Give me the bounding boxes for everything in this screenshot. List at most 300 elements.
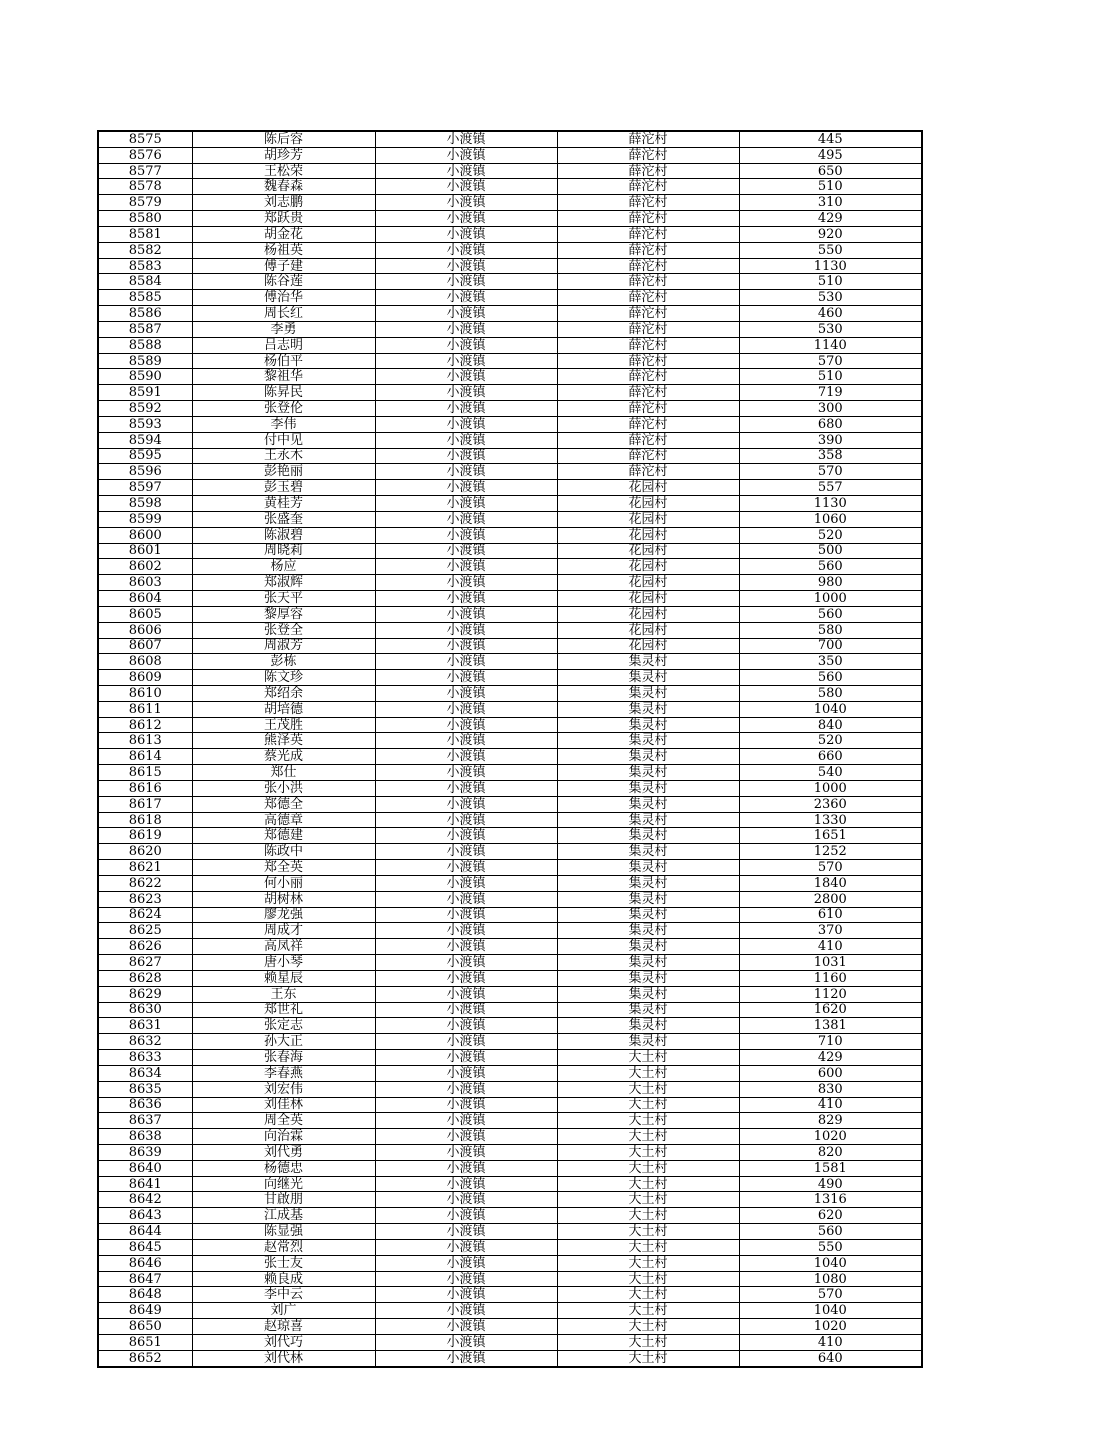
town-cell: 小渡镇 (375, 369, 557, 385)
village-cell: 集灵村 (557, 749, 739, 765)
town-cell: 小渡镇 (375, 1176, 557, 1192)
village-cell: 大土村 (557, 1145, 739, 1161)
table-row (98, 1160, 922, 1176)
amount-cell: 1060 (739, 511, 922, 527)
village-cell: 大土村 (557, 1287, 739, 1303)
village-cell: 薛沱村 (557, 290, 739, 306)
table-row (98, 780, 922, 796)
town-cell: 小渡镇 (375, 986, 557, 1002)
town-cell: 小渡镇 (375, 274, 557, 290)
village-cell: 薛沱村 (557, 353, 739, 369)
records-table (97, 130, 923, 1368)
amount-cell: 500 (739, 543, 922, 559)
amount-cell: 620 (739, 1208, 922, 1224)
table-row (98, 685, 922, 701)
name-cell: 刘宏伟 (192, 1081, 375, 1097)
row-number-cell: 8630 (98, 1002, 192, 1018)
name-cell: 陈政中 (192, 844, 375, 860)
row-number-cell: 8604 (98, 591, 192, 607)
village-cell: 大土村 (557, 1208, 739, 1224)
amount-cell: 560 (739, 670, 922, 686)
village-cell: 大土村 (557, 1065, 739, 1081)
row-number-cell: 8607 (98, 638, 192, 654)
town-cell: 小渡镇 (375, 401, 557, 417)
row-number-cell: 8622 (98, 875, 192, 891)
name-cell: 蔡光成 (192, 749, 375, 765)
town-cell: 小渡镇 (375, 432, 557, 448)
name-cell: 张登伦 (192, 401, 375, 417)
table-row (98, 1239, 922, 1255)
town-cell: 小渡镇 (375, 1224, 557, 1240)
table-row (98, 131, 922, 147)
amount-cell: 1651 (739, 828, 922, 844)
table-row (98, 733, 922, 749)
name-cell: 刘代巧 (192, 1334, 375, 1350)
row-number-cell: 8616 (98, 780, 192, 796)
amount-cell: 660 (739, 749, 922, 765)
row-number-cell: 8617 (98, 796, 192, 812)
town-cell: 小渡镇 (375, 480, 557, 496)
village-cell: 花园村 (557, 480, 739, 496)
row-number-cell: 8646 (98, 1255, 192, 1271)
village-cell: 薛沱村 (557, 258, 739, 274)
amount-cell: 560 (739, 606, 922, 622)
name-cell: 张天平 (192, 591, 375, 607)
amount-cell: 350 (739, 654, 922, 670)
table-row (98, 1287, 922, 1303)
table-row (98, 638, 922, 654)
amount-cell: 510 (739, 369, 922, 385)
name-cell: 胡培德 (192, 701, 375, 717)
amount-cell: 640 (739, 1350, 922, 1366)
amount-cell: 830 (739, 1081, 922, 1097)
village-cell: 集灵村 (557, 717, 739, 733)
name-cell: 刘志鹏 (192, 195, 375, 211)
row-number-cell: 8603 (98, 575, 192, 591)
table-row (98, 939, 922, 955)
town-cell: 小渡镇 (375, 685, 557, 701)
name-cell: 李春燕 (192, 1065, 375, 1081)
town-cell: 小渡镇 (375, 1034, 557, 1050)
village-cell: 集灵村 (557, 907, 739, 923)
name-cell: 周淑芳 (192, 638, 375, 654)
row-number-cell: 8597 (98, 480, 192, 496)
amount-cell: 1130 (739, 258, 922, 274)
row-number-cell: 8632 (98, 1034, 192, 1050)
name-cell: 魏春森 (192, 179, 375, 195)
village-cell: 薛沱村 (557, 179, 739, 195)
row-number-cell: 8598 (98, 496, 192, 512)
village-cell: 薛沱村 (557, 242, 739, 258)
town-cell: 小渡镇 (375, 416, 557, 432)
row-number-cell: 8605 (98, 606, 192, 622)
town-cell: 小渡镇 (375, 654, 557, 670)
table-row (98, 1145, 922, 1161)
amount-cell: 600 (739, 1065, 922, 1081)
table-row (98, 844, 922, 860)
name-cell: 胡树林 (192, 891, 375, 907)
name-cell: 王茂胜 (192, 717, 375, 733)
row-number-cell: 8644 (98, 1224, 192, 1240)
town-cell: 小渡镇 (375, 1208, 557, 1224)
amount-cell: 510 (739, 274, 922, 290)
amount-cell: 560 (739, 1224, 922, 1240)
name-cell: 何小丽 (192, 875, 375, 891)
village-cell: 大土村 (557, 1350, 739, 1366)
row-number-cell: 8643 (98, 1208, 192, 1224)
amount-cell: 358 (739, 448, 922, 464)
name-cell: 杨伯平 (192, 353, 375, 369)
row-number-cell: 8615 (98, 765, 192, 781)
amount-cell: 1330 (739, 812, 922, 828)
table-row (98, 575, 922, 591)
row-number-cell: 8638 (98, 1129, 192, 1145)
table-row (98, 1050, 922, 1066)
village-cell: 集灵村 (557, 670, 739, 686)
amount-cell: 540 (739, 765, 922, 781)
row-number-cell: 8636 (98, 1097, 192, 1113)
town-cell: 小渡镇 (375, 353, 557, 369)
name-cell: 李中云 (192, 1287, 375, 1303)
name-cell: 胡珍芳 (192, 147, 375, 163)
town-cell: 小渡镇 (375, 828, 557, 844)
amount-cell: 520 (739, 733, 922, 749)
table-row (98, 163, 922, 179)
name-cell: 傅子建 (192, 258, 375, 274)
village-cell: 薛沱村 (557, 306, 739, 322)
village-cell: 花园村 (557, 575, 739, 591)
name-cell: 王东 (192, 986, 375, 1002)
amount-cell: 829 (739, 1113, 922, 1129)
row-number-cell: 8577 (98, 163, 192, 179)
amount-cell: 550 (739, 242, 922, 258)
village-cell: 大土村 (557, 1176, 739, 1192)
town-cell: 小渡镇 (375, 622, 557, 638)
row-number-cell: 8589 (98, 353, 192, 369)
amount-cell: 650 (739, 163, 922, 179)
town-cell: 小渡镇 (375, 195, 557, 211)
table-row (98, 543, 922, 559)
amount-cell: 370 (739, 923, 922, 939)
amount-cell: 680 (739, 416, 922, 432)
amount-cell: 710 (739, 1034, 922, 1050)
table-row (98, 258, 922, 274)
town-cell: 小渡镇 (375, 875, 557, 891)
table-row (98, 448, 922, 464)
row-number-cell: 8582 (98, 242, 192, 258)
town-cell: 小渡镇 (375, 1002, 557, 1018)
amount-cell: 1040 (739, 701, 922, 717)
town-cell: 小渡镇 (375, 1160, 557, 1176)
table-row (98, 1176, 922, 1192)
amount-cell: 980 (739, 575, 922, 591)
town-cell: 小渡镇 (375, 211, 557, 227)
amount-cell: 1000 (739, 591, 922, 607)
table-row (98, 1350, 922, 1366)
town-cell: 小渡镇 (375, 464, 557, 480)
name-cell: 李勇 (192, 321, 375, 337)
village-cell: 大土村 (557, 1129, 739, 1145)
row-number-cell: 8647 (98, 1271, 192, 1287)
name-cell: 周长红 (192, 306, 375, 322)
name-cell: 付中见 (192, 432, 375, 448)
amount-cell: 310 (739, 195, 922, 211)
village-cell: 薛沱村 (557, 163, 739, 179)
town-cell: 小渡镇 (375, 1303, 557, 1319)
row-number-cell: 8635 (98, 1081, 192, 1097)
name-cell: 郑跃贵 (192, 211, 375, 227)
amount-cell: 1120 (739, 986, 922, 1002)
table-row (98, 274, 922, 290)
town-cell: 小渡镇 (375, 226, 557, 242)
name-cell: 彭玉碧 (192, 480, 375, 496)
name-cell: 孙大正 (192, 1034, 375, 1050)
town-cell: 小渡镇 (375, 448, 557, 464)
name-cell: 赵常烈 (192, 1239, 375, 1255)
town-cell: 小渡镇 (375, 1018, 557, 1034)
amount-cell: 560 (739, 559, 922, 575)
amount-cell: 570 (739, 1287, 922, 1303)
village-cell: 集灵村 (557, 812, 739, 828)
name-cell: 周晓莉 (192, 543, 375, 559)
amount-cell: 1840 (739, 875, 922, 891)
village-cell: 集灵村 (557, 1018, 739, 1034)
row-number-cell: 8578 (98, 179, 192, 195)
village-cell: 集灵村 (557, 796, 739, 812)
amount-cell: 1020 (739, 1319, 922, 1335)
town-cell: 小渡镇 (375, 575, 557, 591)
name-cell: 王松荣 (192, 163, 375, 179)
name-cell: 郑淑辉 (192, 575, 375, 591)
amount-cell: 1040 (739, 1255, 922, 1271)
village-cell: 薛沱村 (557, 226, 739, 242)
name-cell: 郑全英 (192, 860, 375, 876)
name-cell: 陈淑碧 (192, 527, 375, 543)
table-row (98, 147, 922, 163)
row-number-cell: 8640 (98, 1160, 192, 1176)
table-row (98, 812, 922, 828)
amount-cell: 719 (739, 385, 922, 401)
town-cell: 小渡镇 (375, 1113, 557, 1129)
village-cell: 薛沱村 (557, 337, 739, 353)
amount-cell: 1140 (739, 337, 922, 353)
table-row (98, 891, 922, 907)
row-number-cell: 8619 (98, 828, 192, 844)
table-row (98, 606, 922, 622)
village-cell: 薛沱村 (557, 385, 739, 401)
village-cell: 薛沱村 (557, 211, 739, 227)
table-row (98, 306, 922, 322)
name-cell: 周全英 (192, 1113, 375, 1129)
name-cell: 陈谷莲 (192, 274, 375, 290)
town-cell: 小渡镇 (375, 717, 557, 733)
table-row (98, 195, 922, 211)
table-row (98, 369, 922, 385)
table-row (98, 970, 922, 986)
amount-cell: 580 (739, 685, 922, 701)
name-cell: 彭栋 (192, 654, 375, 670)
name-cell: 傅治华 (192, 290, 375, 306)
town-cell: 小渡镇 (375, 1319, 557, 1335)
table-row (98, 1034, 922, 1050)
table-row (98, 796, 922, 812)
village-cell: 大土村 (557, 1097, 739, 1113)
town-cell: 小渡镇 (375, 511, 557, 527)
row-number-cell: 8637 (98, 1113, 192, 1129)
village-cell: 花园村 (557, 638, 739, 654)
table-row (98, 955, 922, 971)
town-cell: 小渡镇 (375, 907, 557, 923)
town-cell: 小渡镇 (375, 780, 557, 796)
village-cell: 集灵村 (557, 970, 739, 986)
table-row (98, 385, 922, 401)
table-row (98, 401, 922, 417)
row-number-cell: 8623 (98, 891, 192, 907)
table-row (98, 622, 922, 638)
table-row (98, 717, 922, 733)
village-cell: 花园村 (557, 559, 739, 575)
village-cell: 集灵村 (557, 685, 739, 701)
town-cell: 小渡镇 (375, 258, 557, 274)
table-row (98, 1303, 922, 1319)
table-row (98, 1319, 922, 1335)
amount-cell: 520 (739, 527, 922, 543)
amount-cell: 700 (739, 638, 922, 654)
town-cell: 小渡镇 (375, 242, 557, 258)
village-cell: 花园村 (557, 511, 739, 527)
town-cell: 小渡镇 (375, 1192, 557, 1208)
amount-cell: 1130 (739, 496, 922, 512)
name-cell: 刘佳林 (192, 1097, 375, 1113)
village-cell: 薛沱村 (557, 401, 739, 417)
town-cell: 小渡镇 (375, 496, 557, 512)
table-row (98, 1192, 922, 1208)
amount-cell: 390 (739, 432, 922, 448)
village-cell: 大土村 (557, 1050, 739, 1066)
row-number-cell: 8611 (98, 701, 192, 717)
town-cell: 小渡镇 (375, 701, 557, 717)
amount-cell: 490 (739, 1176, 922, 1192)
row-number-cell: 8613 (98, 733, 192, 749)
village-cell: 集灵村 (557, 701, 739, 717)
name-cell: 郑仕 (192, 765, 375, 781)
town-cell: 小渡镇 (375, 1350, 557, 1366)
name-cell: 杨德忠 (192, 1160, 375, 1176)
row-number-cell: 8576 (98, 147, 192, 163)
village-cell: 薛沱村 (557, 147, 739, 163)
amount-cell: 410 (739, 1097, 922, 1113)
table-row (98, 654, 922, 670)
village-cell: 集灵村 (557, 939, 739, 955)
town-cell: 小渡镇 (375, 131, 557, 147)
row-number-cell: 8579 (98, 195, 192, 211)
amount-cell: 1160 (739, 970, 922, 986)
row-number-cell: 8602 (98, 559, 192, 575)
village-cell: 集灵村 (557, 986, 739, 1002)
row-number-cell: 8648 (98, 1287, 192, 1303)
village-cell: 集灵村 (557, 765, 739, 781)
row-number-cell: 8584 (98, 274, 192, 290)
town-cell: 小渡镇 (375, 955, 557, 971)
amount-cell: 530 (739, 321, 922, 337)
amount-cell: 570 (739, 464, 922, 480)
town-cell: 小渡镇 (375, 796, 557, 812)
amount-cell: 410 (739, 1334, 922, 1350)
records-table-body (98, 131, 922, 1367)
village-cell: 薛沱村 (557, 432, 739, 448)
name-cell: 胡金花 (192, 226, 375, 242)
town-cell: 小渡镇 (375, 1287, 557, 1303)
row-number-cell: 8588 (98, 337, 192, 353)
town-cell: 小渡镇 (375, 638, 557, 654)
table-row (98, 432, 922, 448)
village-cell: 集灵村 (557, 923, 739, 939)
town-cell: 小渡镇 (375, 670, 557, 686)
table-row (98, 1097, 922, 1113)
table-row (98, 1065, 922, 1081)
table-row (98, 1002, 922, 1018)
row-number-cell: 8594 (98, 432, 192, 448)
village-cell: 花园村 (557, 606, 739, 622)
town-cell: 小渡镇 (375, 321, 557, 337)
name-cell: 周成才 (192, 923, 375, 939)
row-number-cell: 8575 (98, 131, 192, 147)
town-cell: 小渡镇 (375, 1334, 557, 1350)
village-cell: 大土村 (557, 1334, 739, 1350)
row-number-cell: 8618 (98, 812, 192, 828)
table-row (98, 828, 922, 844)
amount-cell: 580 (739, 622, 922, 638)
row-number-cell: 8585 (98, 290, 192, 306)
village-cell: 集灵村 (557, 875, 739, 891)
amount-cell: 840 (739, 717, 922, 733)
row-number-cell: 8645 (98, 1239, 192, 1255)
table-row (98, 1255, 922, 1271)
town-cell: 小渡镇 (375, 290, 557, 306)
row-number-cell: 8627 (98, 955, 192, 971)
name-cell: 杨祖英 (192, 242, 375, 258)
table-row (98, 226, 922, 242)
row-number-cell: 8620 (98, 844, 192, 860)
name-cell: 黎祖华 (192, 369, 375, 385)
village-cell: 薛沱村 (557, 464, 739, 480)
name-cell: 刘广 (192, 1303, 375, 1319)
table-row (98, 923, 922, 939)
row-number-cell: 8593 (98, 416, 192, 432)
village-cell: 薛沱村 (557, 448, 739, 464)
amount-cell: 1620 (739, 1002, 922, 1018)
town-cell: 小渡镇 (375, 860, 557, 876)
town-cell: 小渡镇 (375, 1097, 557, 1113)
table-row (98, 242, 922, 258)
town-cell: 小渡镇 (375, 1129, 557, 1145)
name-cell: 李伟 (192, 416, 375, 432)
row-number-cell: 8587 (98, 321, 192, 337)
table-row (98, 337, 922, 353)
town-cell: 小渡镇 (375, 1081, 557, 1097)
table-row (98, 290, 922, 306)
amount-cell: 1040 (739, 1303, 922, 1319)
name-cell: 张登全 (192, 622, 375, 638)
village-cell: 集灵村 (557, 828, 739, 844)
table-row (98, 211, 922, 227)
name-cell: 赵琼喜 (192, 1319, 375, 1335)
village-cell: 薛沱村 (557, 195, 739, 211)
village-cell: 薛沱村 (557, 321, 739, 337)
village-cell: 集灵村 (557, 654, 739, 670)
row-number-cell: 8642 (98, 1192, 192, 1208)
row-number-cell: 8628 (98, 970, 192, 986)
